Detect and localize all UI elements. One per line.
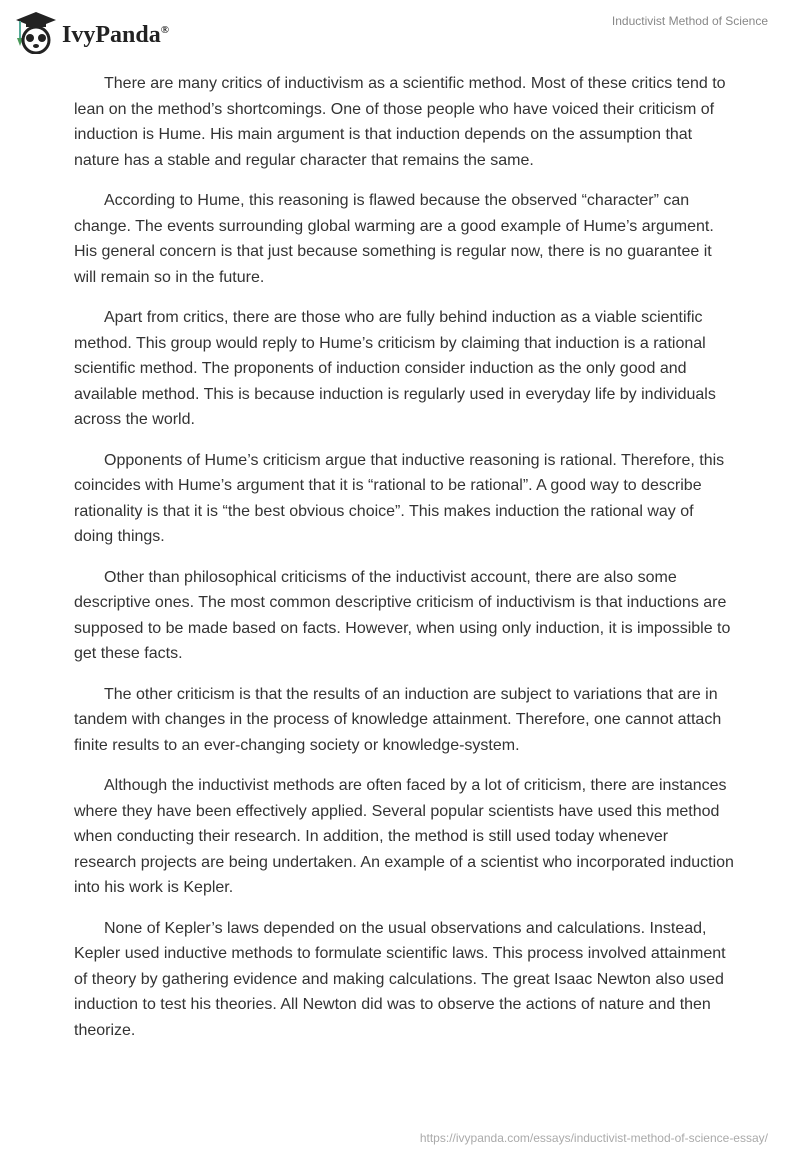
paragraph: Although the inductivist methods are often faced by a lot of criticism, there are instances where they have been effectively applied. Several popular scientists have used this method when conducting their research. In addition, the method is still used today whenever research projects are being undertaken. An example of a scientist who incorporated induction into his work is Kepler. [74, 777, 734, 896]
paragraph: Other than philosophical criticisms of the inductivist account, there are also some descriptive ones. The most common descriptive criticism of inductivism is that inductions are supposed to be made based on facts. However, when using only induction, it is impossible to get these facts. [74, 568, 731, 662]
paragraph: None of Kepler’s laws depended on the usual observations and calculations. Instead, Kepler used inductive methods to formulate scientific laws. This process involved attainment of theory by gathering evidence and making calculations. The great Isaac Newton also used induction to test his theories. All Newton did was to observe the actions of nature and then theorize. [74, 919, 726, 1039]
source-url[interactable]: https://ivypanda.com/essays/inductivist-method-of-science-essay/ [419, 1131, 768, 1145]
registered-mark: ® [160, 23, 169, 36]
panda-icon [12, 8, 56, 54]
logo-text: IvyPanda [62, 21, 161, 48]
ivypanda-logo[interactable] [12, 8, 169, 54]
essay-body [74, 71, 734, 1058]
paragraph: Opponents of Hume’s criticism argue that inductive reasoning is rational. Therefore, this coincides with Hume’s argument that it is “rational to be rational”. A good way to describe rationality is that it is “the best obvious choice”. This makes induction the rational way of doing things. [74, 451, 725, 545]
paragraph: There are many critics of inductivism as a scientific method. Most of these critics tend to lean on the method’s shortcomings. One of those people who have voiced their criticism of induction is Hume. His main argument is that induction depends on the assumption that nature has a stable and regular character that remains the same. [74, 75, 726, 169]
paragraph: According to Hume, this reasoning is flawed because the observed “character” can change. The events surrounding global warming are a good example of Hume’s argument. His general concern is that just because something is regular now, there is no guarantee it will remain so in the future. [74, 192, 714, 286]
paragraph: The other criticism is that the results of an induction are subject to variations that are in tandem with changes in the process of knowledge attainment. Therefore, one cannot attach finite results to an ever-changing society or knowledge-system. [74, 685, 722, 754]
document-title: Inductivist Method of Science [611, 14, 768, 28]
paragraph: Apart from critics, there are those who are fully behind induction as a viable scientific method. This group would reply to Hume’s criticism by claiming that induction is a rational scientific method. The proponents of induction consider induction as the only good and available method. This is because induction is regularly used in everyday life by individuals across the world. [74, 309, 716, 428]
